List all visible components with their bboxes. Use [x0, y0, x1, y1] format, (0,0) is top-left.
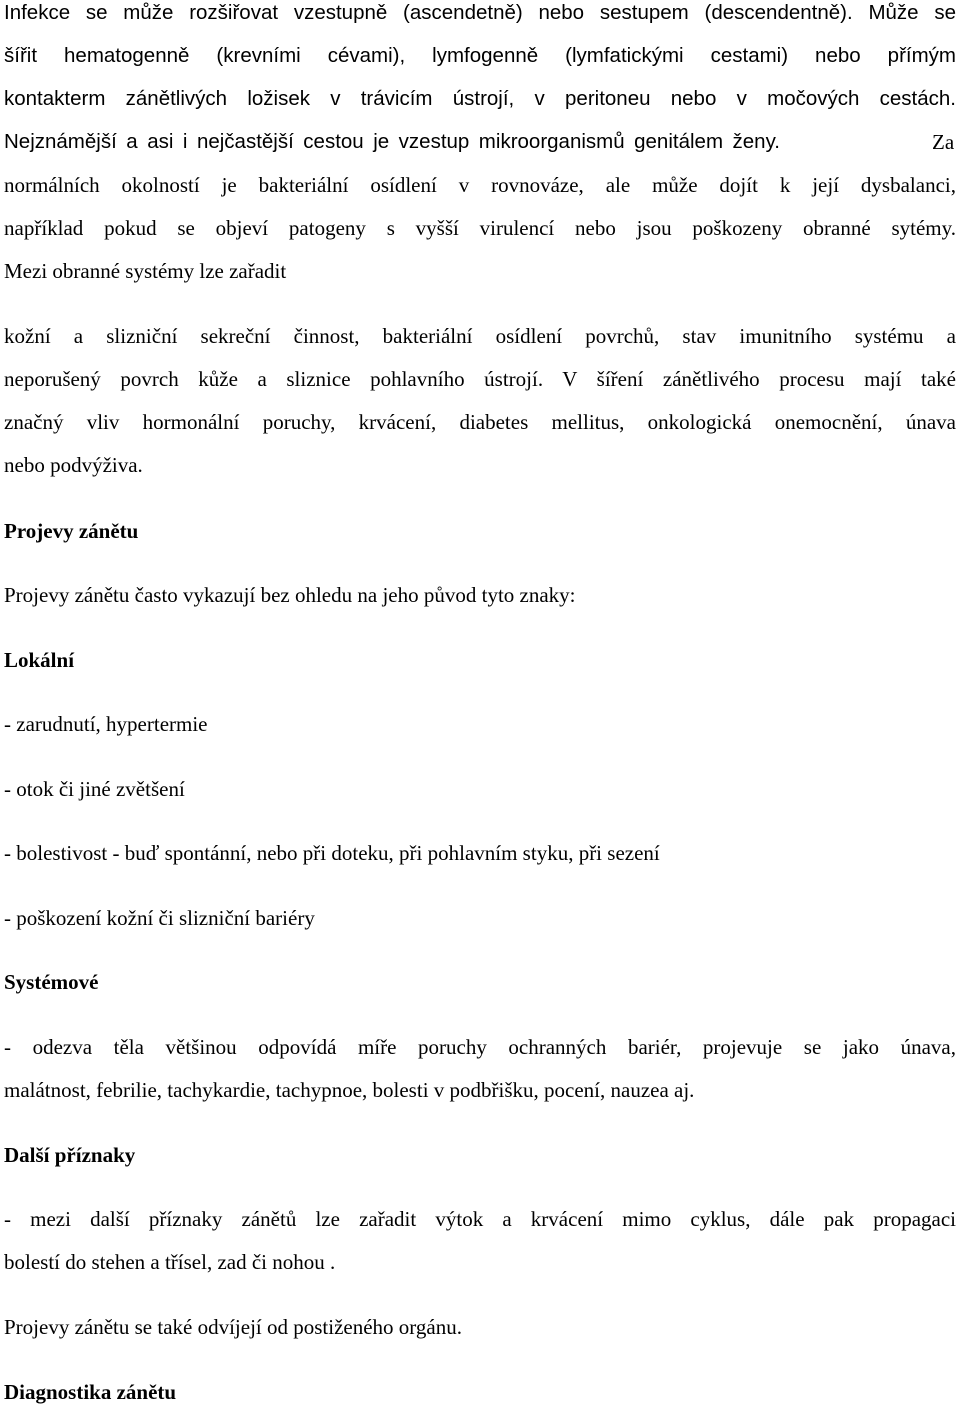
- list-item: - zarudnutí, hypertermie: [4, 712, 208, 736]
- section-heading: Diagnostika zánětu: [4, 1380, 177, 1404]
- paragraph-line: Infekce se může rozšiřovat vzestupně (ascendetně) nebo sestupem (descendentně). Může se: [4, 1, 956, 24]
- section-heading: Další příznaky: [4, 1143, 136, 1167]
- paragraph-line: Projevy zánětu často vykazují bez ohledu na jeho původ tyto znaky:: [4, 583, 576, 607]
- paragraph-line: Mezi obranné systémy lze zařadit: [4, 259, 287, 283]
- paragraph-line: normálních okolností je bakteriální osídlení v rovnováze, ale může dojít k její dysbalanci,: [4, 173, 956, 197]
- paragraph-line: Projevy zánětu se také odvíjejí od postiženého orgánu.: [4, 1315, 462, 1339]
- section-heading: Systémové: [4, 970, 99, 994]
- section-heading: Lokální: [4, 648, 75, 672]
- section-heading: Projevy zánětu: [4, 519, 139, 543]
- list-item: - poškození kožní či slizniční bariéry: [4, 906, 315, 930]
- paragraph-line: Nejznámější a asi i nejčastější cestou je vzestup mikroorganismů genitálem ženy.: [4, 130, 780, 153]
- list-item: - mezi další příznaky zánětů lze zařadit výtok a krvácení mimo cyklus, dále pak propagaci: [4, 1207, 956, 1231]
- paragraph-line: kontakterm zánětlivých ložisek v trávicím ústrojí, v peritoneu nebo v močových cestách.: [4, 87, 956, 110]
- paragraph-line: kožní a slizniční sekreční činnost, bakteriální osídlení povrchů, stav imunitního systému a: [4, 324, 956, 348]
- paragraph-line: neporušený povrch kůže a sliznice pohlavního ústrojí. V šíření zánětlivého procesu mají také: [4, 367, 956, 391]
- paragraph-line: malátnost, febrilie, tachykardie, tachypnoe, bolesti v podbřišku, pocení, nauzea aj.: [4, 1078, 695, 1102]
- paragraph-line: šířit hematogenně (krevními cévami), lymfogenně (lymfatickými cestami) nebo přímým: [4, 44, 956, 67]
- paragraph-line: bolestí do stehen a třísel, zad či nohou .: [4, 1250, 336, 1274]
- list-item: - bolestivost - buď spontánní, nebo při doteku, při pohlavním styku, při sezení: [4, 841, 660, 865]
- paragraph-line: Za: [932, 130, 955, 154]
- paragraph-line: například pokud se objeví patogeny s vyšší virulencí nebo jsou poškozeny obranné sytémy.: [4, 216, 956, 240]
- list-item: - otok či jiné zvětšení: [4, 777, 185, 801]
- paragraph-line: značný vliv hormonální poruchy, krvácení, diabetes mellitus, onkologická onemocnění, únava: [4, 410, 956, 434]
- paragraph-line: nebo podvýživa.: [4, 453, 143, 477]
- list-item: - odezva těla většinou odpovídá míře poruchy ochranných bariér, projevuje se jako únava,: [4, 1035, 956, 1059]
